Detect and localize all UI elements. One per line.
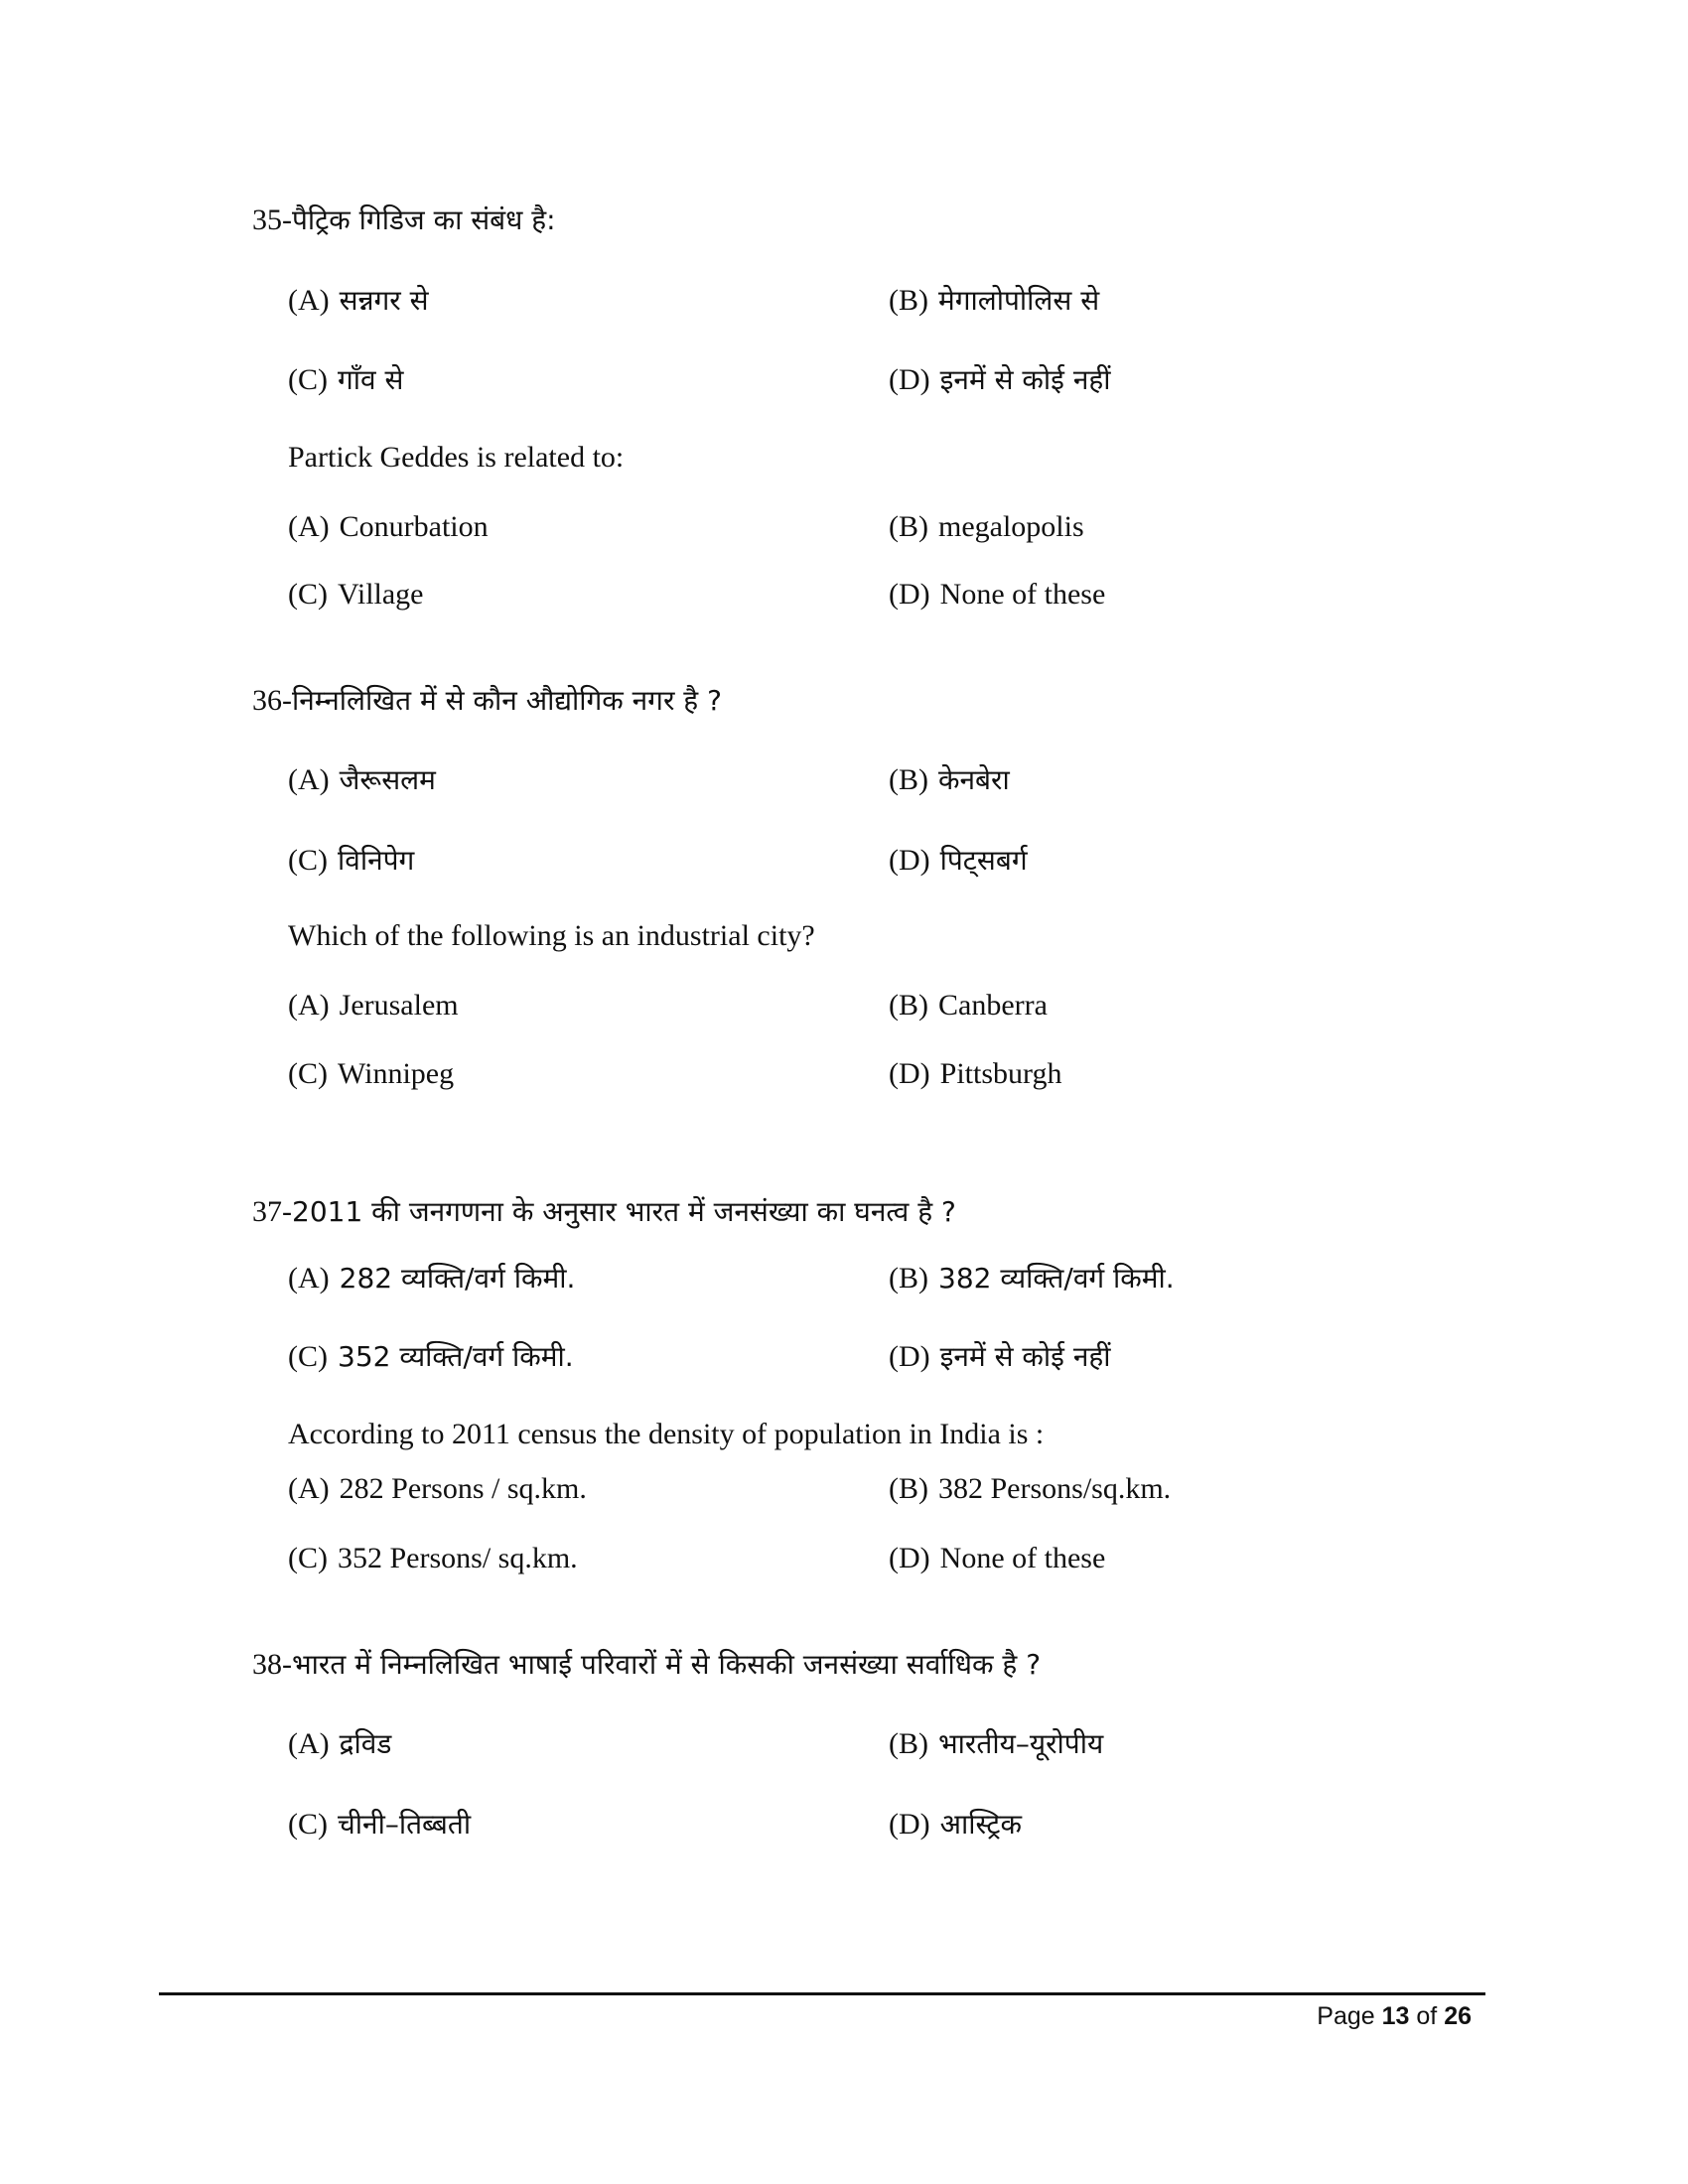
option-hindi <box>288 843 414 879</box>
option-english <box>889 988 1048 1024</box>
option-label: (D) <box>889 1542 930 1574</box>
page-number <box>1317 2002 1472 2031</box>
current-page: 13 <box>1381 2002 1410 2030</box>
question-text: 2011 की जनगणना के अनुसार भारत में जनसंख्या का घनत्व है ? <box>292 1195 956 1228</box>
option-text: 382 Persons/sq.km. <box>938 1472 1172 1505</box>
question-english <box>288 918 815 954</box>
option-text: जैरूसलम <box>339 763 436 796</box>
option-text: megalopolis <box>938 510 1084 543</box>
question-english <box>288 440 624 476</box>
option-text: विनिपेग <box>338 844 415 877</box>
question-number: 37- <box>252 1195 292 1228</box>
question-hindi <box>252 683 722 719</box>
option-hindi <box>288 1726 391 1762</box>
page-of: of <box>1416 2002 1438 2030</box>
option-text: 352 व्यक्ति/वर्ग किमी. <box>338 1340 574 1373</box>
option-text: आस्ट्रिक <box>939 1808 1023 1841</box>
question-text: निम्नलिखित में से कौन औद्योगिक नगर है ? <box>292 684 722 717</box>
page-prefix: Page <box>1317 2002 1375 2030</box>
option-hindi <box>889 362 1110 398</box>
option-english <box>889 1471 1171 1507</box>
option-english <box>288 988 459 1024</box>
option-hindi <box>288 762 436 798</box>
question-number: 35- <box>252 204 292 236</box>
option-english <box>288 1471 587 1507</box>
option-hindi <box>288 1339 574 1375</box>
option-text: Conurbation <box>339 510 489 543</box>
option-text: द्रविड <box>339 1727 392 1760</box>
option-label: (A) <box>288 763 330 796</box>
option-text: None of these <box>939 578 1106 611</box>
option-text: इनमें से कोई नहीं <box>939 1340 1111 1373</box>
option-label: (D) <box>889 1340 930 1373</box>
option-hindi <box>288 1807 471 1843</box>
question-text: Which of the following is an industrial city? <box>288 919 815 952</box>
option-english <box>889 509 1084 545</box>
option-label: (D) <box>889 578 930 611</box>
option-hindi <box>288 1261 575 1297</box>
footer-divider <box>159 1992 1485 1995</box>
question-text: Partick Geddes is related to: <box>288 441 625 474</box>
option-label: (B) <box>889 763 928 796</box>
option-text: पिट्सबर्ग <box>939 844 1028 877</box>
question-number: 36- <box>252 684 292 717</box>
option-text: Village <box>338 578 424 611</box>
option-label: (B) <box>889 1262 928 1295</box>
option-english <box>889 1541 1105 1576</box>
total-pages: 26 <box>1444 2002 1472 2030</box>
option-text: गाँव से <box>338 363 404 396</box>
option-hindi <box>889 843 1028 879</box>
option-english <box>288 577 424 613</box>
option-text: इनमें से कोई नहीं <box>939 363 1111 396</box>
option-label: (C) <box>288 844 328 877</box>
option-text: सन्नगर से <box>339 284 429 317</box>
option-text: मेगालोपोलिस से <box>938 284 1100 317</box>
option-english <box>889 577 1105 613</box>
option-text: 282 Persons / sq.km. <box>339 1472 587 1505</box>
option-text: केनबेरा <box>938 763 1010 796</box>
option-text: Pittsburgh <box>939 1057 1062 1090</box>
option-text: 382 व्यक्ति/वर्ग किमी. <box>938 1262 1175 1295</box>
option-english <box>288 1056 454 1092</box>
option-hindi <box>889 1261 1175 1297</box>
option-english <box>288 509 489 545</box>
option-hindi <box>889 1726 1103 1762</box>
option-label: (C) <box>288 1340 328 1373</box>
question-text: According to 2011 census the density of population in India is : <box>288 1418 1045 1450</box>
question-hindi <box>252 1647 1041 1683</box>
option-label: (A) <box>288 510 330 543</box>
option-label: (D) <box>889 844 930 877</box>
option-label: (D) <box>889 1057 930 1090</box>
option-label: (D) <box>889 363 930 396</box>
option-label: (A) <box>288 1262 330 1295</box>
option-hindi <box>889 1339 1110 1375</box>
option-label: (B) <box>889 989 928 1022</box>
question-hindi <box>252 1194 956 1230</box>
option-hindi <box>288 362 403 398</box>
option-label: (B) <box>889 1472 928 1505</box>
option-hindi <box>889 1807 1022 1843</box>
option-label: (C) <box>288 578 328 611</box>
option-label: (C) <box>288 1808 328 1841</box>
option-label: (D) <box>889 1808 930 1841</box>
question-text: भारत में निम्नलिखित भाषाई परिवारों में से किसकी जनसंख्या सर्वाधिक है ? <box>292 1648 1042 1681</box>
option-hindi <box>889 283 1099 319</box>
option-label: (C) <box>288 1057 328 1090</box>
option-text: चीनी–तिब्बती <box>338 1808 472 1841</box>
question-text: पैट्रिक गिडिज का संबंध है: <box>292 204 556 236</box>
option-label: (A) <box>288 1727 330 1760</box>
option-label: (B) <box>889 284 928 317</box>
option-text: None of these <box>939 1542 1106 1574</box>
option-text: 282 व्यक्ति/वर्ग किमी. <box>339 1262 576 1295</box>
option-english <box>288 1541 578 1576</box>
question-number: 38- <box>252 1648 292 1681</box>
option-label: (A) <box>288 1472 330 1505</box>
option-label: (B) <box>889 510 928 543</box>
option-english <box>889 1056 1061 1092</box>
option-hindi <box>288 283 429 319</box>
option-hindi <box>889 762 1010 798</box>
option-label: (A) <box>288 284 330 317</box>
question-hindi <box>252 203 556 238</box>
option-text: Winnipeg <box>338 1057 455 1090</box>
option-label: (B) <box>889 1727 928 1760</box>
option-label: (A) <box>288 989 330 1022</box>
option-text: भारतीय–यूरोपीय <box>938 1727 1104 1760</box>
option-text: 352 Persons/ sq.km. <box>338 1542 578 1574</box>
option-label: (C) <box>288 363 328 396</box>
option-label: (C) <box>288 1542 328 1574</box>
option-text: Jerusalem <box>339 989 459 1022</box>
question-english <box>288 1417 1044 1452</box>
option-text: Canberra <box>938 989 1048 1022</box>
